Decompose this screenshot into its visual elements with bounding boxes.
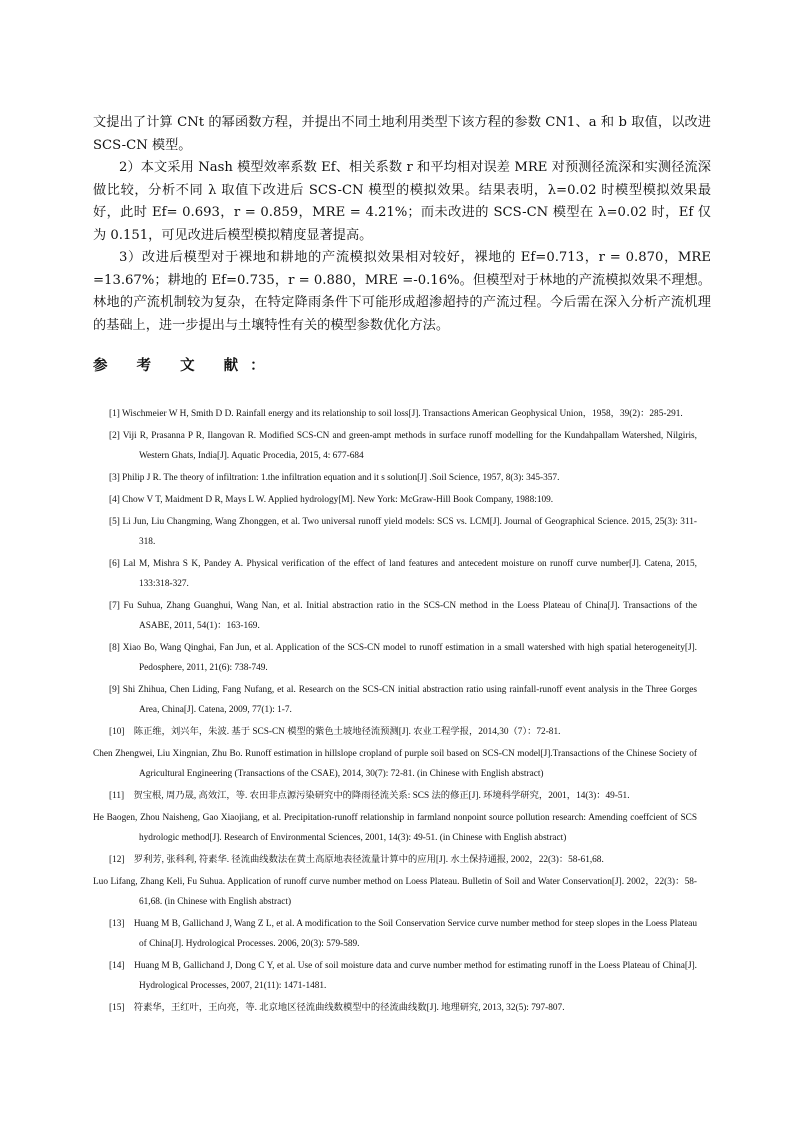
- reference-item: [15] 符素华，王红叶，王向亮，等. 北京地区径流曲线数模型中的径流曲线数[J]. 地理研究, 2013, 32(5): 797-807.: [109, 1003, 565, 1013]
- reference-item: [13] Huang M B, Gallichand J, Wang Z L, et al. A modification to the Soil Conservation Service curve number method for steep slopes in the Loess Plateau of China[J]. Hydrological Processes. 2006, 20(3): 579-589.: [109, 919, 697, 949]
- reference-item: [12] 罗利芳, 张科利, 符素华. 径流曲线数法在黄土高原地表径流量计算中的应用[J]. 水土保持通报, 2002，22(3)：58-61,68.: [109, 855, 604, 865]
- reference-list: [93, 404, 697, 1020]
- reference-english-translation: He Baogen, Zhou Naisheng, Gao Xiaojiang, et al. Precipitation-runoff relationship in farmland nonpoint source pollution research: Amending coeffcient of SCS hydrologic method[J]. Research of Environmental Sciences, 2001, 14(3): 49-51. (in Chinese with English abstract): [93, 813, 697, 843]
- paragraph-3: 3）改进后模型对于裸地和耕地的产流模拟效果相对较好，裸地的 Ef=0.713，r = 0.870，MRE =13.67%；耕地的 Ef=0.735，r = 0.880，MRE =-0.16%。但模型对于林地的产流模拟效果不理想。林地的产流机制较为复杂，在特定降雨条件下可能形成超渗超持的产流过程。今后需在深入分析产流机理的基础上，进一步提出与土壤特性有关的模型参数优化方法。: [93, 250, 711, 333]
- paragraph-2: 2）本文采用 Nash 模型效率系数 Ef、相关系数 r 和平均相对误差 MRE 对预测径流深和实测径流深做比较，分析不同 λ 取值下改进后 SCS-CN 模型的模拟效果。结果表明，λ=0.02 时模型模拟效果最好，此时 Ef= 0.693，r = 0.859，MRE = 4.21%；而未改进的 SCS-CN 模型在 λ=0.02 时，Ef 仅为 0.151，可见改进后模型模拟精度显著提高。: [93, 160, 711, 243]
- paragraph-1: 文提出了计算 CNt 的幂函数方程，并提出不同土地利用类型下该方程的参数 CN1、a 和 b 取值，以改进 SCS-CN 模型。: [93, 115, 711, 153]
- reference-item: [5] Li Jun, Liu Changming, Wang Zhonggen, et al. Two universal runoff yield models: SCS vs. LCM[J]. Journal of Geographical Science. 2015, 25(3): 311-318.: [109, 517, 697, 547]
- reference-item: [4] Chow V T, Maidment D R, Mays L W. Applied hydrology[M]. New York: McGraw-Hill Book Company, 1988:109.: [109, 495, 554, 505]
- reference-item: [8] Xiao Bo, Wang Qinghai, Fan Jun, et al. Application of the SCS-CN model to runoff estimation in a small watershed with high spatial heterogeneity[J]. Pedosphere, 2011, 21(6): 738-749.: [109, 643, 697, 673]
- reference-item: [3] Philip J R. The theory of infiltration: 1.the infiltration equation and it s solution[J] .Soil Science, 1957, 8(3): 345-357.: [109, 473, 560, 483]
- reference-english-translation: Chen Zhengwei, Liu Xingnian, Zhu Bo. Runoff estimation in hillslope cropland of purple soil based on SCS-CN model[J].Transactions of the Chinese Society of Agricultural Engineering (Transactions of the CSAE), 2014, 30(7): 72-81. (in Chinese with English abstract): [93, 749, 697, 779]
- reference-item: [1] Wischmeier W H, Smith D D. Rainfall energy and its relationship to soil loss[J]. Transactions American Geophysical Union，1958，39(2)：285-291.: [109, 409, 683, 419]
- reference-item: [11] 贺宝根, 周乃晟, 高效江，等. 农田非点源污染研究中的降雨径流关系: SCS 法的修正[J]. 环境科学研究，2001，14(3)：49-51.: [109, 791, 630, 801]
- reference-item: [6] Lal M, Mishra S K, Pandey A. Physical verification of the effect of land features and antecedent moisture on runoff curve number[J]. Catena, 2015, 133:318-327.: [109, 559, 697, 589]
- reference-item: [14] Huang M B, Gallichand J, Dong C Y, et al. Use of soil moisture data and curve number method for estimating runoff in the Loess Plateau of China[J]. Hydrological Processes, 2007, 21(11): 1471-1481.: [109, 961, 697, 991]
- conclusion-text: [93, 112, 711, 337]
- reference-item: [2] Viji R, Prasanna P R, Ilangovan R. Modified SCS-CN and green-ampt methods in surface runoff modelling for the Kundahpallam Watershed, Nilgiris, Western Ghats, India[J]. Aquatic Procedia, 2015, 4: 677-684: [109, 431, 697, 461]
- reference-english-translation: Luo Lifang, Zhang Keli, Fu Suhua. Application of runoff curve number method on Loess Plateau. Bulletin of Soil and Water Conservation[J]. 2002，22(3)：58-61,68. (in Chinese with English abstract): [93, 877, 697, 907]
- reference-item: [7] Fu Suhua, Zhang Guanghui, Wang Nan, et al. Initial abstraction ratio in the SCS-CN method in the Loess Plateau of China[J]. Transactions of the ASABE, 2011, 54(1)：163-169.: [109, 601, 697, 631]
- reference-item: [10] 陈正维，刘兴年，朱波. 基于 SCS-CN 模型的紫色土坡地径流预测[J]. 农业工程学报，2014,30（7）：72-81.: [109, 727, 561, 737]
- reference-item: [9] Shi Zhihua, Chen Liding, Fang Nufang, et al. Research on the SCS-CN initial abstraction ratio using rainfall-runoff event analysis in the Three Gorges Area, China[J]. Catena, 2009, 77(1): 1-7.: [109, 685, 697, 715]
- references-heading: 参 考 文 献：: [93, 358, 277, 374]
